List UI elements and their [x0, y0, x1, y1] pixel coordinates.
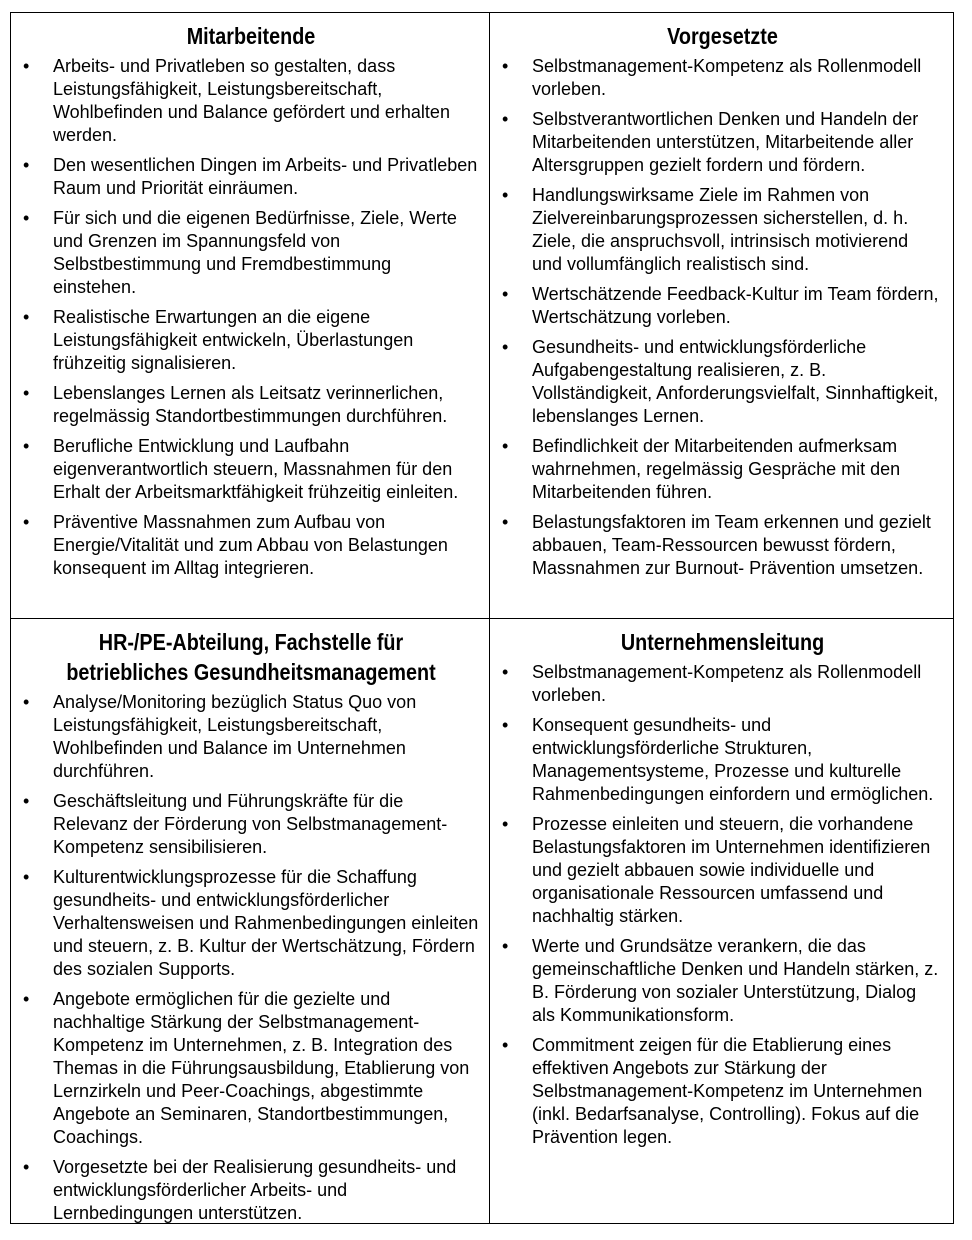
list-item: • Analyse/Monitoring bezüglich Status Quo von Leistungsfähigkeit, Leistungsbereitschaft, Wohlbefinden und Balance im Unternehmen durchführen. [23, 691, 479, 783]
list-item: • Kulturentwicklungsprozesse für die Schaffung gesundheits- und entwicklungsförderlicher Verhaltensweisen und Rahmenbedingungen einleiten und steuern, z. B. Kultur der Wertschätzung, Fördern des sozialen Supports. [23, 866, 479, 981]
list-item: • Selbstmanagement-Kompetenz als Rollenmodell vorleben. [502, 661, 943, 707]
heading-line: Mitarbeitende [186, 23, 316, 49]
quadrant-mitarbeitende [11, 13, 490, 619]
heading-line: Unternehmensleitung [620, 629, 825, 655]
list-item: • Den wesentlichen Dingen im Arbeits- und Privatleben Raum und Priorität einräumen. [23, 154, 479, 200]
quadrant-vorgesetzte [490, 13, 953, 619]
quadrant-heading [533, 627, 912, 657]
quadrant-heading [55, 627, 447, 687]
quadrant-unternehmensleitung [490, 619, 953, 1223]
list-item: • Befindlichkeit der Mitarbeitenden aufmerksam wahrnehmen, regelmässig Gespräche mit den Mitarbeitenden führen. [502, 435, 943, 504]
heading-line: HR-/PE-Abteilung, Fachstelle für [98, 629, 404, 655]
heading-line: Vorgesetzte [667, 23, 778, 49]
list-item: • Werte und Grundsätze verankern, die das gemeinschaftliche Denken und Handeln stärken, z. B. Förderung von sozialer Unterstützung, Dialog als Kommunikationsform. [502, 935, 943, 1027]
list-item: • Vorgesetzte bei der Realisierung gesundheits- und entwicklungsförderlicher Arbeits- und Lernbedingungen unterstützen. [23, 1156, 479, 1223]
list-item: • Präventive Massnahmen zum Aufbau von Energie/Vitalität und zum Abbau von Belastungen konsequent im Alltag integrieren. [23, 511, 479, 580]
list-item: • Angebote ermöglichen für die gezielte und nachhaltige Stärkung der Selbstmanagement-Kompetenz im Unternehmen, z. B. Integration des Themas in die Führungsausbildung, Etablierung von Lernzirkeln und Peer-Coachings, abgestimmte Angebote an Seminaren, Standortbestimmungen, Coachings. [23, 988, 479, 1149]
list-item: • Konsequent gesundheits- und entwicklungsförderliche Strukturen, Managementsysteme, Prozesse und kulturelle Rahmenbedingungen einfordern und ermöglichen. [502, 714, 943, 806]
list-item: • Lebenslanges Lernen als Leitsatz verinnerlichen, regelmässig Standortbestimmungen durchführen. [23, 382, 479, 428]
list-item: • Gesundheits- und entwicklungsförderliche Aufgabengestaltung realisieren, z. B. Vollständigkeit, Anforderungsvielfalt, Sinnhaftigkeit, lebenslanges Lernen. [502, 336, 943, 428]
bullet-list [23, 55, 479, 580]
quadrant-hr-pe [11, 619, 490, 1223]
list-item: • Für sich und die eigenen Bedürfnisse, Ziele, Werte und Grenzen im Spannungsfeld von Selbstbestimmung und Fremdbestimmung einstehen. [23, 207, 479, 299]
list-item: • Wertschätzende Feedback-Kultur im Team fördern, Wertschätzung vorleben. [502, 283, 943, 329]
list-item: • Belastungsfaktoren im Team erkennen und gezielt abbauen, Team-Ressourcen bewusst fördern, Massnahmen zur Burnout- Prävention umsetzen. [502, 511, 943, 580]
bullet-list [502, 661, 943, 1149]
list-item: • Selbstverantwortlichen Denken und Handeln der Mitarbeitenden unterstützen, Mitarbeitende aller Altersgruppen gezielt fordern und fördern. [502, 108, 943, 177]
list-item: • Realistische Erwartungen an die eigene Leistungsfähigkeit entwickeln, Überlastungen frühzeitig signalisieren. [23, 306, 479, 375]
list-item: • Berufliche Entwicklung und Laufbahn eigenverantwortlich steuern, Massnahmen für den Erhalt der Arbeitsmarktfähigkeit frühzeitig einleiten. [23, 435, 479, 504]
responsibility-table [10, 12, 954, 1224]
heading-line: betriebliches Gesundheitsmanagement [66, 659, 436, 685]
list-item: • Commitment zeigen für die Etablierung eines effektiven Angebots zur Stärkung der Selbstmanagement-Kompetenz im Unternehmen (inkl. Bedarfsanalyse, Controlling). Fokus auf die Prävention legen. [502, 1034, 943, 1149]
bullet-list [502, 55, 943, 580]
list-item: • Arbeits- und Privatleben so gestalten, dass Leistungsfähigkeit, Leistungsbereitschaft, Wohlbefinden und Balance gefördert und erhalten werden. [23, 55, 479, 147]
list-item: • Geschäftsleitung und Führungskräfte für die Relevanz der Förderung von Selbstmanagement-Kompetenz sensibilisieren. [23, 790, 479, 859]
bullet-list [23, 691, 479, 1223]
list-item: • Selbstmanagement-Kompetenz als Rollenmodell vorleben. [502, 55, 943, 101]
list-item: • Prozesse einleiten und steuern, die vorhandene Belastungsfaktoren im Unternehmen identifizieren und gezielt abbauen sowie individuelle und organisationale Ressourcen umfassend und nachhaltig stärken. [502, 813, 943, 928]
quadrant-heading [55, 21, 447, 51]
quadrant-heading [533, 21, 912, 51]
list-item: • Handlungswirksame Ziele im Rahmen von Zielvereinbarungsprozessen sicherstellen, d. h. Ziele, die anspruchsvoll, intrinsisch motivierend und vollumfänglich realistisch sind. [502, 184, 943, 276]
